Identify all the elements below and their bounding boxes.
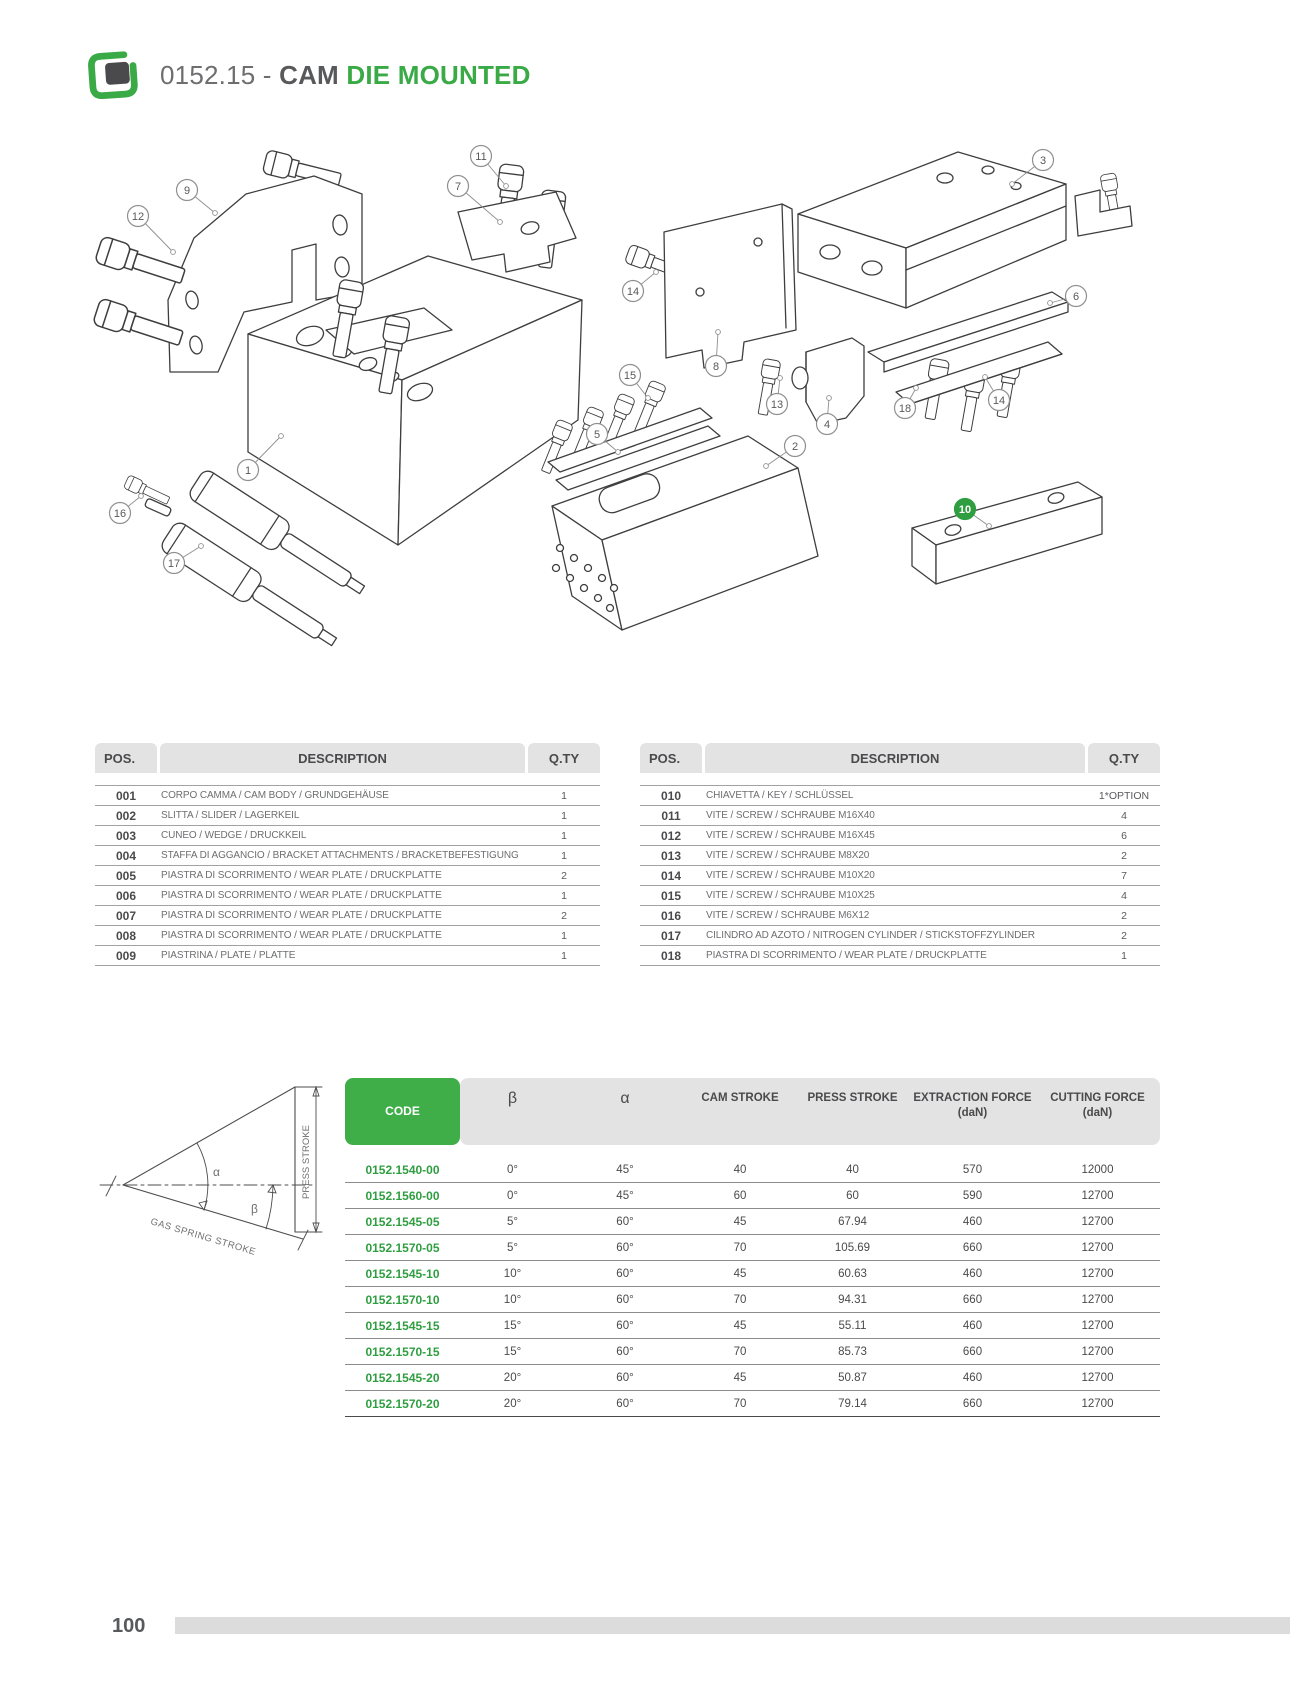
spec-value: 12700 <box>1081 1293 1114 1306</box>
cell-qty: 1*OPTION <box>1098 789 1150 802</box>
spec-code: 0152.1540-00 <box>365 1162 440 1177</box>
svg-text:2: 2 <box>791 440 799 453</box>
spec-value: 12700 <box>1081 1397 1114 1410</box>
cell-qty: 1 <box>561 829 567 842</box>
spec-code: 0152.1545-10 <box>365 1266 440 1281</box>
spec-value: 40 <box>733 1163 747 1176</box>
cell-pos: 016 <box>660 908 682 923</box>
spec-value: 12000 <box>1081 1163 1114 1176</box>
table-row <box>640 866 1160 886</box>
spec-value: 12700 <box>1081 1241 1114 1254</box>
spec-value: 60° <box>616 1345 634 1358</box>
gas-spring-stroke-label: GAS SPRING STROKE <box>149 1216 258 1258</box>
exploded-diagram <box>0 120 1303 680</box>
cell-desc: PIASTRA DI SCORRIMENTO / WEAR PLATE / DRUCKPLATTE <box>161 870 442 881</box>
parts-table-right-rows <box>640 785 1160 966</box>
cell-desc: PIASTRA DI SCORRIMENTO / WEAR PLATE / DRUCKPLATTE <box>161 930 442 941</box>
spec-col-header-0: CODE <box>345 1078 460 1145</box>
spec-row <box>345 1235 1160 1261</box>
spec-value: 60 <box>733 1189 747 1202</box>
cell-pos: 005 <box>115 868 137 883</box>
spec-value: 45 <box>733 1319 747 1332</box>
spec-value: 10° <box>503 1293 522 1306</box>
cell-qty: 1 <box>1121 949 1127 962</box>
spec-value: 70 <box>733 1241 747 1254</box>
part-cam-body <box>248 256 582 545</box>
brand-logo-icon <box>88 50 144 100</box>
spec-value: 60° <box>616 1241 634 1254</box>
spec-value: 12700 <box>1081 1319 1114 1332</box>
page-footer <box>0 1613 1303 1639</box>
page-title <box>160 60 531 91</box>
spec-value: 12700 <box>1081 1345 1114 1358</box>
col-header-qty: Q.TY <box>1088 743 1160 773</box>
spec-value: 0° <box>507 1163 518 1176</box>
cell-qty: 1 <box>561 929 567 942</box>
cell-pos: 008 <box>115 928 137 943</box>
spec-value: 60° <box>616 1267 634 1280</box>
spec-col-header-2: α <box>620 1090 630 1107</box>
table-row <box>95 846 600 866</box>
cell-desc: STAFFA DI AGGANCIO / BRACKET ATTACHMENTS / BRACKETBEFESTIGUNG <box>161 850 519 861</box>
parts-table-left <box>95 743 600 966</box>
spec-table-rows <box>345 1157 1160 1417</box>
spec-value: 50.87 <box>838 1371 867 1384</box>
svg-text:4: 4 <box>823 418 831 431</box>
spec-value: 660 <box>962 1397 983 1410</box>
svg-text:14: 14 <box>626 285 640 298</box>
spec-value: 55.11 <box>838 1319 867 1332</box>
spec-row <box>345 1157 1160 1183</box>
spec-row <box>345 1365 1160 1391</box>
title-die-mounted: DIE MOUNTED <box>346 59 531 90</box>
svg-text:9: 9 <box>183 184 191 197</box>
part-clamp <box>1075 173 1132 236</box>
spec-value: 45 <box>733 1215 747 1228</box>
spec-row <box>345 1209 1160 1235</box>
col-header-pos: POS. <box>95 743 157 773</box>
cell-pos: 011 <box>661 808 681 823</box>
spec-row <box>345 1287 1160 1313</box>
table-row <box>95 926 600 946</box>
svg-text:15: 15 <box>623 369 637 382</box>
svg-text:10: 10 <box>958 503 972 516</box>
svg-text:17: 17 <box>167 557 181 570</box>
parts-table-right <box>640 743 1160 966</box>
page-header <box>88 50 531 100</box>
spec-value: 460 <box>962 1267 983 1280</box>
spec-value: 70 <box>733 1345 747 1358</box>
spec-value: 460 <box>962 1215 983 1228</box>
cell-qty: 4 <box>1121 809 1127 822</box>
spec-value: 570 <box>962 1163 983 1176</box>
cell-desc: CUNEO / WEDGE / DRUCKKEIL <box>161 830 307 841</box>
svg-text:7: 7 <box>454 180 462 193</box>
table-row <box>640 786 1160 806</box>
angle-diagram <box>85 1075 345 1260</box>
part-slider <box>552 436 818 630</box>
spec-value: 45° <box>616 1189 634 1202</box>
svg-text:5: 5 <box>593 428 601 441</box>
svg-text:1: 1 <box>244 464 252 477</box>
cell-desc: VITE / SCREW / SCHRAUBE M16X45 <box>706 830 875 841</box>
spec-value: 660 <box>962 1241 983 1254</box>
cell-desc: VITE / SCREW / SCHRAUBE M8X20 <box>706 850 870 861</box>
cell-pos: 013 <box>660 848 682 863</box>
spec-value: 460 <box>962 1319 983 1332</box>
cell-pos: 009 <box>115 948 137 963</box>
table-row <box>640 806 1160 826</box>
spec-value: 60° <box>616 1319 634 1332</box>
svg-text:18: 18 <box>898 402 912 415</box>
cell-qty: 1 <box>561 889 567 902</box>
press-stroke-label: PRESS STROKE <box>301 1125 312 1199</box>
spec-value: 60 <box>846 1189 859 1202</box>
spec-value: 45° <box>616 1163 634 1176</box>
callout-balloon-9 <box>177 180 218 216</box>
cell-qty: 1 <box>561 809 567 822</box>
part-top-plate <box>458 164 576 272</box>
spec-value: 20° <box>503 1397 522 1410</box>
cell-pos: 003 <box>115 828 137 843</box>
cell-qty: 6 <box>1121 829 1127 842</box>
parts-table-right-header <box>640 743 1160 773</box>
cell-pos: 004 <box>115 848 137 863</box>
spec-value: 460 <box>962 1371 983 1384</box>
part-t-plate <box>624 204 796 368</box>
spec-value: 0° <box>507 1189 518 1202</box>
cell-qty: 2 <box>561 909 567 922</box>
spec-value: 15° <box>503 1345 522 1358</box>
beta-label: β <box>251 1202 258 1216</box>
cell-pos: 007 <box>115 908 137 923</box>
spec-value: 12700 <box>1081 1189 1114 1202</box>
svg-text:12: 12 <box>131 210 145 223</box>
cell-desc: CORPO CAMMA / CAM BODY / GRUNDGEHÄUSE <box>161 790 389 801</box>
table-row <box>95 946 600 966</box>
table-row <box>95 886 600 906</box>
cell-desc: CHIAVETTA / KEY / SCHLÜSSEL <box>706 790 854 801</box>
cell-pos: 017 <box>660 928 682 943</box>
spec-col-header-5: EXTRACTION FORCE (daN) <box>913 1092 1032 1119</box>
spec-value: 40 <box>846 1163 859 1176</box>
cell-pos: 015 <box>660 888 682 903</box>
svg-text:6: 6 <box>1072 290 1080 303</box>
table-row <box>95 826 600 846</box>
spec-row <box>345 1313 1160 1339</box>
page-code: 0152.15 - <box>160 59 280 90</box>
table-row <box>640 926 1160 946</box>
part-key <box>912 482 1102 584</box>
cell-desc: PIASTRA DI SCORRIMENTO / WEAR PLATE / DRUCKPLATTE <box>706 950 987 961</box>
cell-desc: PIASTRA DI SCORRIMENTO / WEAR PLATE / DRUCKPLATTE <box>161 910 442 921</box>
table-row <box>640 886 1160 906</box>
alpha-label: α <box>213 1165 220 1179</box>
spec-value: 12700 <box>1081 1267 1114 1280</box>
cell-qty: 2 <box>1121 929 1127 942</box>
cell-qty: 1 <box>561 949 567 962</box>
cell-desc: PIASTRA DI SCORRIMENTO / WEAR PLATE / DRUCKPLATTE <box>161 890 442 901</box>
table-row <box>95 786 600 806</box>
cell-desc: VITE / SCREW / SCHRAUBE M16X40 <box>706 810 875 821</box>
spec-col-header-4: PRESS STROKE <box>807 1092 898 1104</box>
col-header-qty: Q.TY <box>528 743 600 773</box>
spec-table-header <box>345 1078 1160 1145</box>
spec-code: 0152.1570-20 <box>365 1396 440 1411</box>
cell-qty: 2 <box>1121 909 1127 922</box>
spec-table <box>345 1078 1160 1417</box>
spec-value: 67.94 <box>838 1215 867 1228</box>
spec-value: 60.63 <box>838 1267 867 1280</box>
spec-value: 94.31 <box>838 1293 867 1306</box>
cell-desc: PIASTRINA / PLATE / PLATTE <box>161 950 296 961</box>
cell-desc: SLITTA / SLIDER / LAGERKEIL <box>161 810 300 821</box>
cell-qty: 1 <box>561 849 567 862</box>
spec-row <box>345 1391 1160 1416</box>
spec-value: 20° <box>503 1371 522 1384</box>
svg-text:13: 13 <box>770 398 784 411</box>
title-cam: CAM <box>279 59 347 90</box>
cell-desc: VITE / SCREW / SCHRAUBE M6X12 <box>706 910 870 921</box>
callout-balloon-16 <box>110 494 144 524</box>
col-header-description: DESCRIPTION <box>705 743 1085 773</box>
table-row <box>640 906 1160 926</box>
svg-text:8: 8 <box>712 360 720 373</box>
cell-desc: VITE / SCREW / SCHRAUBE M10X20 <box>706 870 875 881</box>
spec-code: 0152.1570-05 <box>365 1240 440 1255</box>
svg-text:14: 14 <box>992 394 1006 407</box>
spec-value: 60° <box>616 1397 634 1410</box>
spec-value: 15° <box>503 1319 522 1332</box>
spec-value: 12700 <box>1081 1371 1114 1384</box>
cell-qty: 2 <box>561 869 567 882</box>
spec-value: 79.14 <box>838 1397 867 1410</box>
spec-col-header-6: CUTTING FORCE (daN) <box>1050 1092 1145 1119</box>
col-header-pos: POS. <box>640 743 702 773</box>
cell-pos: 018 <box>660 948 682 963</box>
svg-text:11: 11 <box>475 150 487 163</box>
spec-code: 0152.1545-15 <box>365 1318 440 1333</box>
cell-pos: 001 <box>115 788 137 803</box>
spec-value: 660 <box>962 1345 983 1358</box>
cell-desc: VITE / SCREW / SCHRAUBE M10X25 <box>706 890 875 901</box>
cell-qty: 2 <box>1121 849 1127 862</box>
spec-value: 105.69 <box>834 1241 871 1254</box>
table-row <box>640 846 1160 866</box>
spec-code: 0152.1570-10 <box>365 1292 440 1307</box>
spec-code: 0152.1570-15 <box>365 1344 440 1359</box>
svg-text:3: 3 <box>1039 154 1047 167</box>
spec-row <box>345 1339 1160 1365</box>
cell-qty: 1 <box>561 789 567 802</box>
cell-qty: 4 <box>1121 889 1127 902</box>
cell-pos: 006 <box>115 888 137 903</box>
callout-balloon-12 <box>128 206 176 255</box>
spec-value: 5° <box>507 1241 518 1254</box>
spec-value: 70 <box>733 1397 747 1410</box>
spec-code: 0152.1545-20 <box>365 1370 440 1385</box>
spec-value: 60° <box>616 1371 634 1384</box>
part-upper-block <box>798 152 1066 308</box>
spec-row <box>345 1183 1160 1209</box>
table-row <box>95 806 600 826</box>
parts-table-left-rows <box>95 785 600 966</box>
spec-col-header-1: β <box>507 1090 518 1107</box>
spec-value: 660 <box>962 1293 983 1306</box>
spec-value: 70 <box>733 1293 747 1306</box>
table-row <box>640 826 1160 846</box>
footer-bar <box>175 1617 1290 1634</box>
spec-value: 60° <box>616 1215 634 1228</box>
cell-qty: 7 <box>1121 869 1127 882</box>
table-row <box>95 906 600 926</box>
cell-pos: 002 <box>115 808 137 823</box>
spec-value: 5° <box>507 1215 518 1228</box>
cell-pos: 010 <box>660 788 682 803</box>
spec-value: 12700 <box>1081 1215 1114 1228</box>
parts-table-left-header <box>95 743 600 773</box>
spec-value: 10° <box>503 1267 522 1280</box>
callout-balloon-14 <box>623 270 659 302</box>
spec-row <box>345 1261 1160 1287</box>
svg-text:16: 16 <box>113 507 127 520</box>
cell-pos: 014 <box>660 868 682 883</box>
spec-value: 45 <box>733 1371 747 1384</box>
col-header-description: DESCRIPTION <box>160 743 525 773</box>
spec-value: 85.73 <box>838 1345 867 1358</box>
spec-value: 45 <box>733 1267 747 1280</box>
parts-tables <box>95 743 1160 966</box>
cell-pos: 012 <box>660 828 682 843</box>
spec-value: 590 <box>962 1189 983 1202</box>
spec-col-header-3: CAM STROKE <box>701 1092 779 1104</box>
spec-value: 60° <box>616 1293 634 1306</box>
spec-code: 0152.1560-00 <box>365 1188 440 1203</box>
cell-desc: CILINDRO AD AZOTO / NITROGEN CYLINDER / STICKSTOFFZYLINDER <box>706 930 1035 941</box>
table-row <box>640 946 1160 966</box>
spec-code: 0152.1545-05 <box>365 1214 440 1229</box>
footer-page-number: 100 <box>112 1615 146 1637</box>
table-row <box>95 866 600 886</box>
